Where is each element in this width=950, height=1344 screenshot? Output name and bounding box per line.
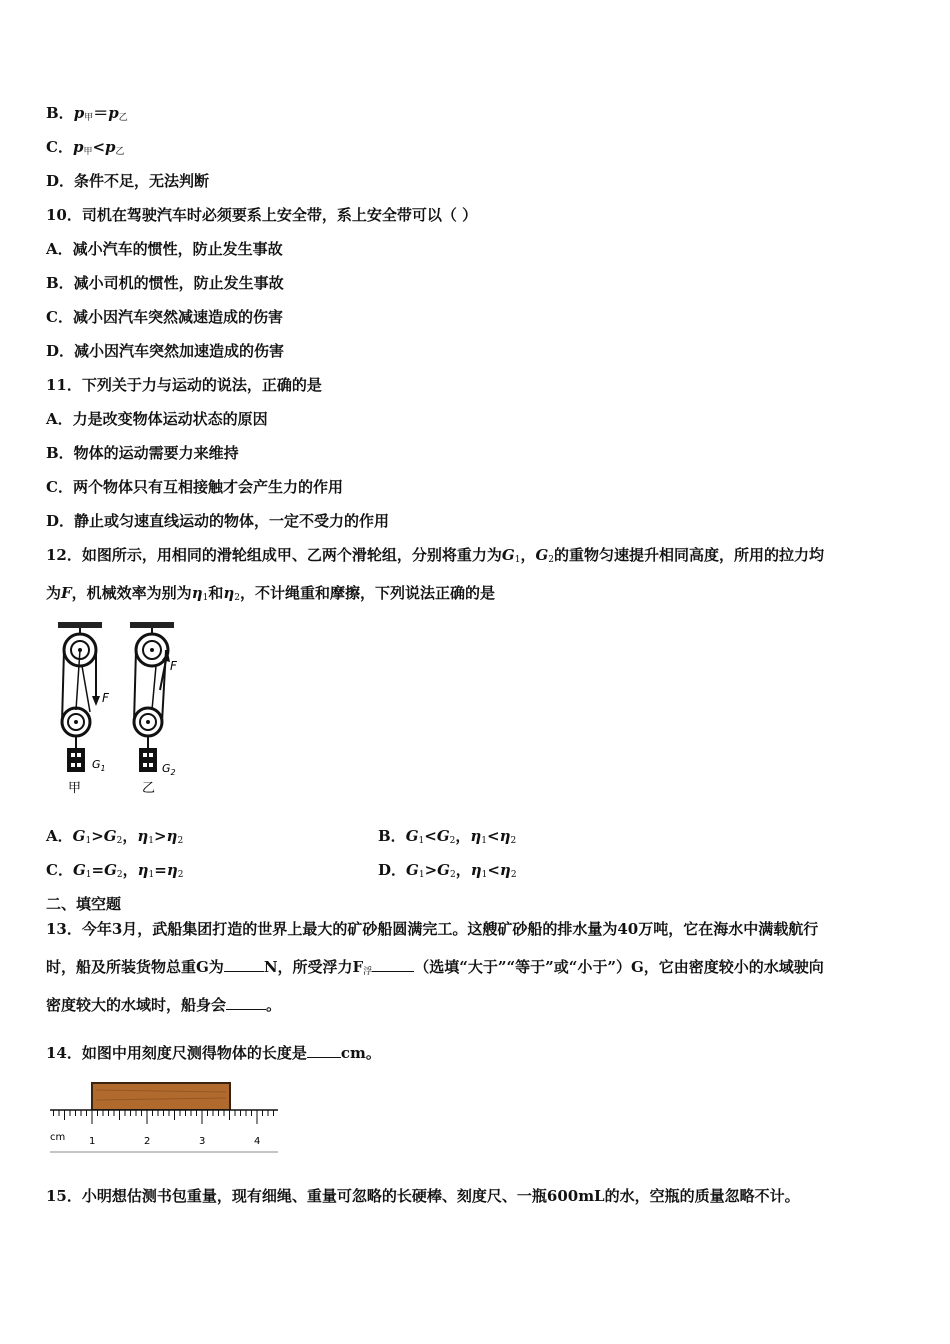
ceiling-left <box>58 622 102 628</box>
q11-option-c: C．两个物体只有互相接触才会产生力的作用 <box>46 478 343 496</box>
measured-block <box>92 1083 230 1110</box>
q15-stem: 15．小明想估测书包重量，现有细绳、重量可忽略的长硬棒、刻度尺、一瓶600mL的水，空瓶的质量忽略不计。 <box>46 1187 800 1205</box>
q11-option-a: A．力是改变物体运动状态的原因 <box>46 410 268 428</box>
q12-option-b: B．$G_1<G_2$，$\eta_1<\eta_2$ <box>378 827 517 846</box>
q12-option-d: D．$G_1>G_2$，$\eta_1<\eta_2$ <box>378 861 517 880</box>
caption-yi: 乙 <box>142 781 156 796</box>
weight-g2 <box>139 748 157 772</box>
q12-option-a: A．$G_1>G_2$，$\eta_1>\eta_2$ <box>46 827 184 846</box>
q11-stem: 11．下列关于力与运动的说法，正确的是 <box>46 376 322 394</box>
label-g1: $G_1$ <box>92 758 106 773</box>
q13-blank-1[interactable] <box>224 957 264 972</box>
label-f-left: F <box>102 691 109 705</box>
ruler-unit: cm <box>50 1132 66 1143</box>
q10-option-d: D．减小因汽车突然加速造成的伤害 <box>46 342 285 360</box>
q13-line2: 时，船及所装货物总重G为 N，所受浮力$F_浮$ （选填“大于”“等于”或“小于”）G，它由密度较小的水域驶向 <box>46 958 824 977</box>
tick-label-1: 1 <box>89 1136 96 1147</box>
q12-stem-line2: 为F，机械效率为别为$\eta_1$和$\eta_2$，不计绳重和摩擦，下列说法正确的是 <box>46 584 495 603</box>
section-title: 二、填空题 <box>46 895 122 913</box>
tick-label-4: 4 <box>254 1136 261 1147</box>
q11-option-d: D．静止或匀速直线运动的物体，一定不受力的作用 <box>46 512 390 530</box>
q9-option-c: C．$p_甲<p_乙$ <box>46 138 125 157</box>
q12-stem-line1: 12．如图所示，用相同的滑轮组成甲、乙两个滑轮组，分别将重力为$G_1$，$G_2$的重物匀速提升相同高度，所用的拉力均 <box>46 546 825 565</box>
tick-label-2: 2 <box>144 1136 151 1147</box>
q14-stem: 14．如图中用刻度尺测得物体的长度是 cm。 <box>46 1044 381 1062</box>
q13-line1: 13．今年3月，武船集团打造的世界上最大的矿砂船圆满完工。这艘矿砂船的排水量为40万吨，它在海水中满载航行 <box>46 920 819 938</box>
q10-option-c: C．减小因汽车突然减速造成的伤害 <box>46 308 283 326</box>
q12-option-c: C．$G_1=G_2$，$\eta_1=\eta_2$ <box>46 861 184 880</box>
caption-jia: 甲 <box>68 781 82 796</box>
q14-blank[interactable] <box>307 1043 341 1058</box>
weight-g1 <box>67 748 85 772</box>
q13-line3: 密度较大的水域时，船身会 。 <box>46 996 282 1014</box>
q13-blank-3[interactable] <box>226 995 266 1010</box>
q10-option-a: A．减小汽车的惯性，防止发生事故 <box>46 240 283 258</box>
q10-stem: 10．司机在驾驶汽车时必须要系上安全带，系上安全带可以（ ） <box>46 206 478 224</box>
label-f-right: F <box>170 659 177 673</box>
ruler-figure <box>46 1080 286 1156</box>
label-g2: $G_2$ <box>162 762 176 777</box>
q9-option-d: D．条件不足，无法判断 <box>46 172 210 190</box>
pulley-figure <box>52 620 192 798</box>
q13-blank-2[interactable] <box>372 957 414 972</box>
q10-option-b: B．减小司机的惯性，防止发生事故 <box>46 274 284 292</box>
q9-option-b: B．$p_甲=p_乙$ <box>46 104 128 123</box>
ruler-body <box>50 1110 278 1152</box>
tick-label-3: 3 <box>199 1136 206 1147</box>
q11-option-b: B．物体的运动需要力来维持 <box>46 444 239 462</box>
ceiling-right <box>130 622 174 628</box>
